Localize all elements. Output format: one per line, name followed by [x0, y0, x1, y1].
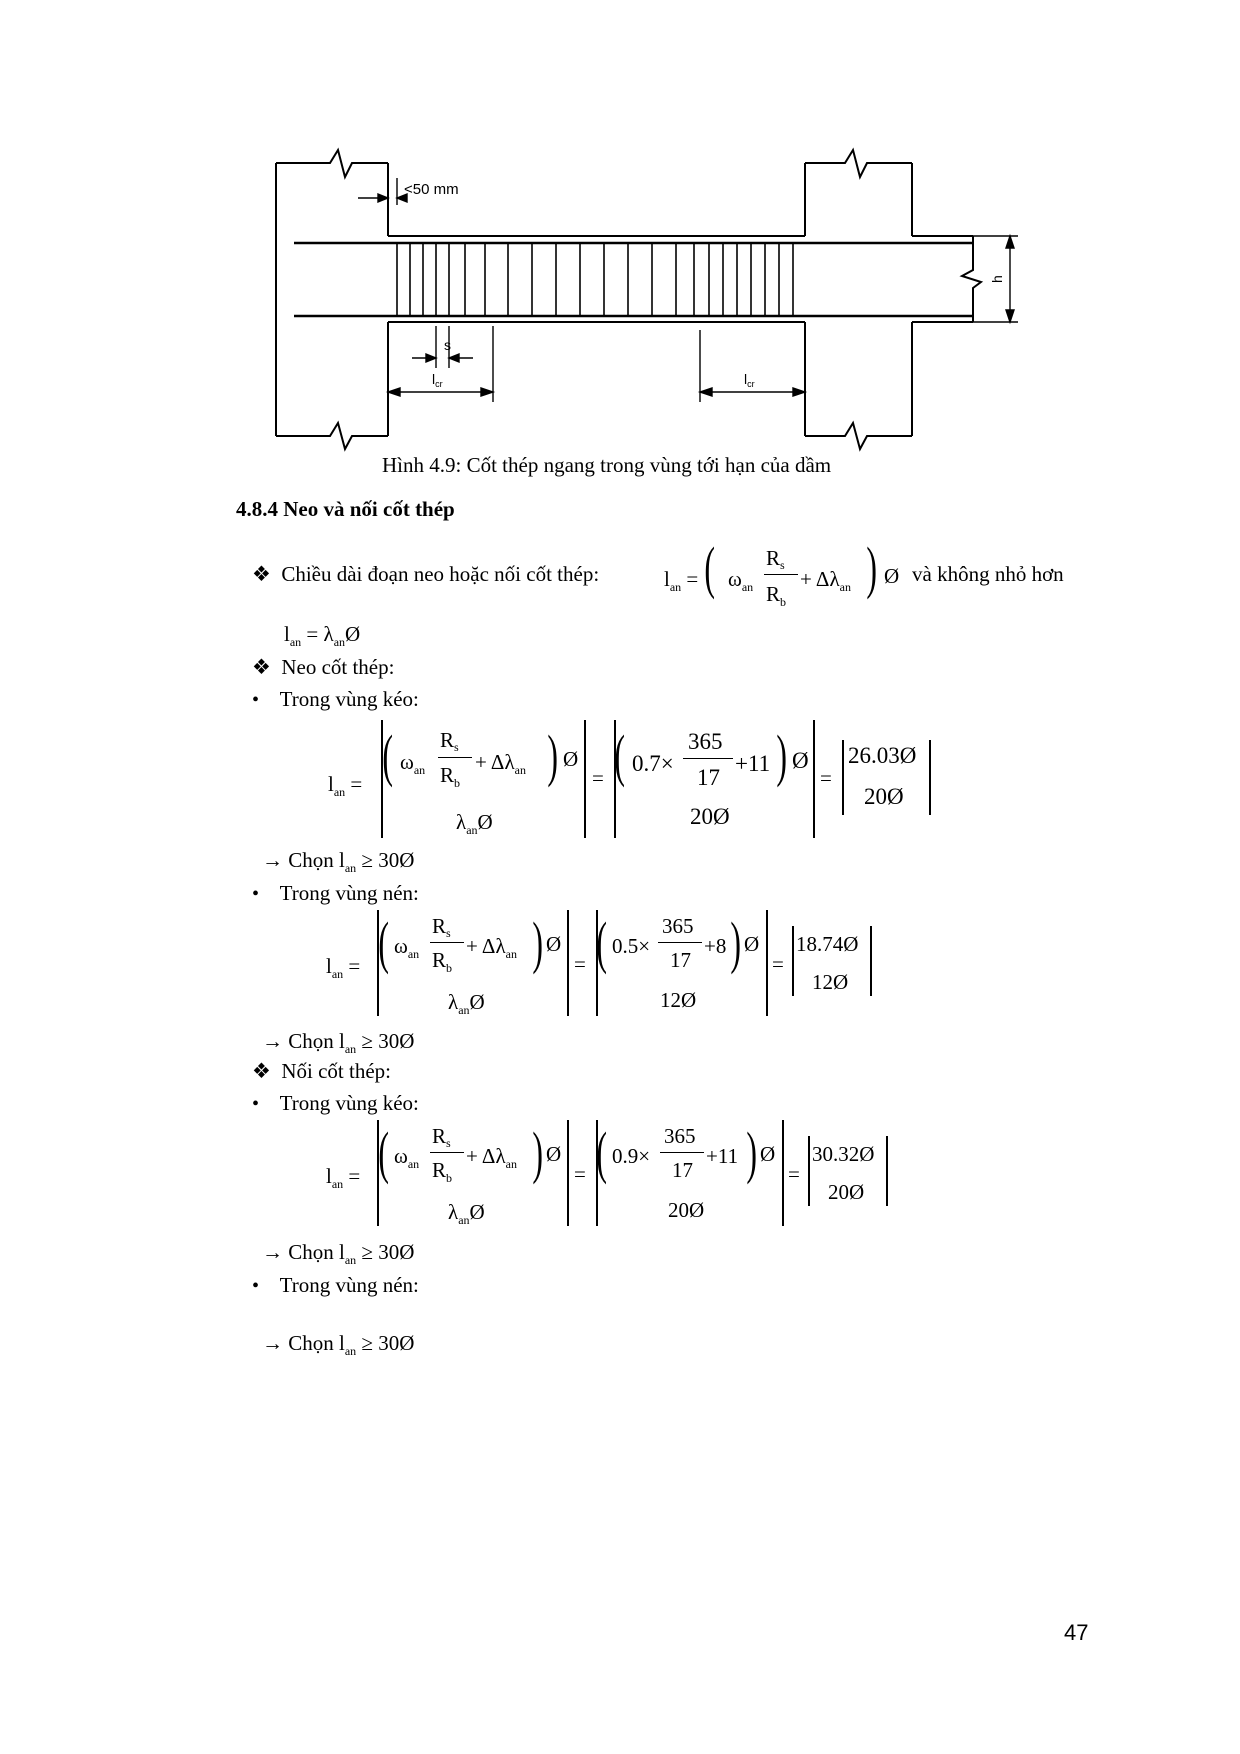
dim-50mm-label: <50 mm: [404, 181, 459, 198]
b3-paren2-open: (: [596, 1120, 607, 1185]
dim-h-label: h: [989, 275, 1005, 283]
b3-r1: 30.32Ø: [812, 1142, 875, 1166]
b1-lan: $l_{an}$ =: [328, 772, 363, 799]
b3-min: 20Ø: [668, 1198, 705, 1222]
dim-lcr-left-label: $l_{cr}$: [432, 371, 443, 389]
diamond-bullet-icon: ❖: [252, 562, 271, 586]
choose-4: → Chọn $l_{an}$ ≥ 30Ø: [262, 1331, 415, 1358]
b1-min: 20Ø: [690, 804, 730, 829]
b2-frac2: [658, 942, 702, 943]
b1-bar4: [813, 720, 815, 838]
b3-dl: + $\Delta\lambda_{an}$: [466, 1144, 517, 1171]
b3-eq2: =: [574, 1162, 586, 1186]
b2-lambda: $\lambda_{an}Ø$: [448, 990, 485, 1017]
dot-bullet-icon: •: [252, 883, 260, 905]
b3-phi: Ø: [546, 1142, 562, 1166]
b1-eq3: =: [820, 766, 832, 790]
b3-bar4: [782, 1120, 784, 1226]
b3-paren-close: ): [532, 1120, 543, 1185]
page-number: 47: [1064, 1620, 1089, 1645]
section-heading: 4.8.4 Neo và nối cốt thép: [236, 497, 455, 521]
b3-paren2-close: ): [746, 1120, 757, 1185]
b1-rb: $R_b$: [440, 763, 461, 790]
intro-omega: $\omega_{an}$: [728, 567, 754, 594]
neo-title: ❖ Neo cốt thép:: [252, 655, 395, 679]
b2-rs: Rs: [432, 914, 451, 940]
intro-rs: Rs: [766, 546, 785, 572]
intro-bullet: [252, 564, 599, 585]
choose-3: → Chọn $l_{an}$ ≥ 30Ø: [262, 1240, 415, 1267]
intro-formula-lhs: $l_{an}$ =: [664, 567, 699, 594]
b2-phi2: Ø: [744, 932, 760, 956]
dim-lcr-right-label: $l_{cr}$: [744, 371, 755, 389]
dot-bullet-icon: •: [252, 1275, 260, 1297]
b2-add: +8: [704, 934, 727, 958]
b1-paren2-close: ): [776, 723, 787, 788]
b3-frac2: [660, 1152, 704, 1153]
b2-phi: Ø: [546, 932, 562, 956]
intro-phi: Ø: [884, 564, 900, 588]
noi-keo-title: • Trong vùng kéo:: [252, 1091, 419, 1115]
noi-nen-title: • Trong vùng nén:: [252, 1273, 419, 1297]
b1-eq2: =: [592, 766, 604, 790]
b3-phi2: Ø: [760, 1142, 776, 1166]
b1-bar5: [842, 740, 844, 815]
dim-s-label: s: [444, 337, 451, 353]
b3-add: +11: [706, 1144, 739, 1168]
b1-r2: 20Ø: [864, 784, 904, 809]
b2-den: 17: [670, 948, 691, 972]
b1-num: 365: [688, 729, 723, 754]
neo-nen-title: • Trong vùng nén:: [252, 881, 419, 905]
b3-bar6: [886, 1136, 888, 1206]
b3-eq3: =: [788, 1162, 800, 1186]
lan-min-formula: $l_{an}$ = $\lambda_{an}Ø$: [284, 622, 361, 649]
b1-paren2-open: (: [614, 723, 625, 788]
b3-r2: 20Ø: [828, 1180, 865, 1204]
dot-bullet-icon: •: [252, 1093, 260, 1115]
beam-figure: [0, 0, 1240, 470]
intro-text: Chiều dài đoạn neo hoặc nối cốt thép:: [281, 562, 600, 586]
b3-den: 17: [672, 1158, 693, 1182]
b2-frac: [430, 942, 464, 943]
b2-paren-open: (: [378, 910, 389, 975]
intro-dl: + $\Delta\lambda_{an}$: [800, 567, 851, 594]
b3-rb: $R_b$: [432, 1158, 453, 1185]
b3-frac: [430, 1152, 464, 1153]
b2-eq3: =: [772, 952, 784, 976]
intro-paren-open: (: [704, 535, 715, 600]
intro-paren-close: ): [866, 535, 877, 600]
b2-min: 12Ø: [660, 988, 697, 1012]
choose-1: → Chọn $l_{an}$ ≥ 30Ø: [262, 848, 415, 875]
intro-rb: $R_b$: [766, 582, 787, 609]
intro-fraction-bar: [764, 574, 798, 575]
b1-phi2: Ø: [792, 748, 809, 773]
b1-dl: + $\Delta\lambda_{an}$: [475, 750, 526, 777]
b3-bar2: [567, 1120, 569, 1226]
b3-bar5: [808, 1136, 810, 1206]
b3-rs: Rs: [432, 1124, 451, 1150]
b3-lambda: $\lambda_{an}Ø$: [448, 1200, 485, 1227]
b1-omega: $\omega_{an}$: [400, 750, 426, 777]
b2-num: 365: [662, 914, 694, 938]
b2-eq2: =: [574, 952, 586, 976]
b2-omega: $\omega_{an}$: [394, 934, 420, 961]
dot-bullet-icon: •: [252, 689, 260, 711]
b1-add: +11: [735, 751, 771, 776]
b1-rs: Rs: [440, 728, 459, 754]
b1-bar2: [584, 720, 586, 838]
b1-den: 17: [697, 765, 720, 790]
b3-paren-open: (: [378, 1120, 389, 1185]
b2-bar6: [870, 926, 872, 996]
b2-coef: 0.5×: [612, 934, 651, 958]
b2-rb: $R_b$: [432, 948, 453, 975]
choose-2: → Chọn $l_{an}$ ≥ 30Ø: [262, 1029, 415, 1056]
neo-keo-title: • Trong vùng kéo:: [252, 687, 419, 711]
noi-title: ❖ Nối cốt thép:: [252, 1059, 391, 1083]
b2-dl: + $\Delta\lambda_{an}$: [466, 934, 517, 961]
b2-bar2: [567, 910, 569, 1016]
b2-paren2-close: ): [730, 910, 741, 975]
b3-num: 365: [664, 1124, 696, 1148]
b2-bar4: [766, 910, 768, 1016]
b1-paren-close: ): [547, 723, 558, 788]
b1-coef: 0.7×: [632, 751, 674, 776]
b2-lan: $l_{an}$ =: [326, 954, 361, 981]
b3-lan: $l_{an}$ =: [326, 1164, 361, 1191]
b3-omega: $\omega_{an}$: [394, 1144, 420, 1171]
diamond-bullet-icon: ❖: [252, 655, 271, 679]
b1-paren-open: (: [382, 723, 393, 788]
b1-frac: [438, 757, 472, 758]
b1-lambda: $\lambda_{an}Ø$: [456, 810, 493, 837]
b3-coef: 0.9×: [612, 1144, 651, 1168]
figure-caption: Hình 4.9: Cốt thép ngang trong vùng tới hạn của dầm: [382, 453, 832, 477]
b1-r1: 26.03Ø: [848, 743, 917, 768]
intro-suffix: và không nhỏ hơn: [912, 562, 1064, 586]
b2-paren2-open: (: [596, 910, 607, 975]
b2-r1: 18.74Ø: [796, 932, 859, 956]
b1-phi: Ø: [563, 747, 579, 771]
b1-frac2: [683, 758, 733, 759]
b2-r2: 12Ø: [812, 970, 849, 994]
b2-paren-close: ): [532, 910, 543, 975]
b1-bar6: [929, 740, 931, 815]
diamond-bullet-icon: ❖: [252, 1059, 271, 1083]
b2-bar5: [792, 926, 794, 996]
